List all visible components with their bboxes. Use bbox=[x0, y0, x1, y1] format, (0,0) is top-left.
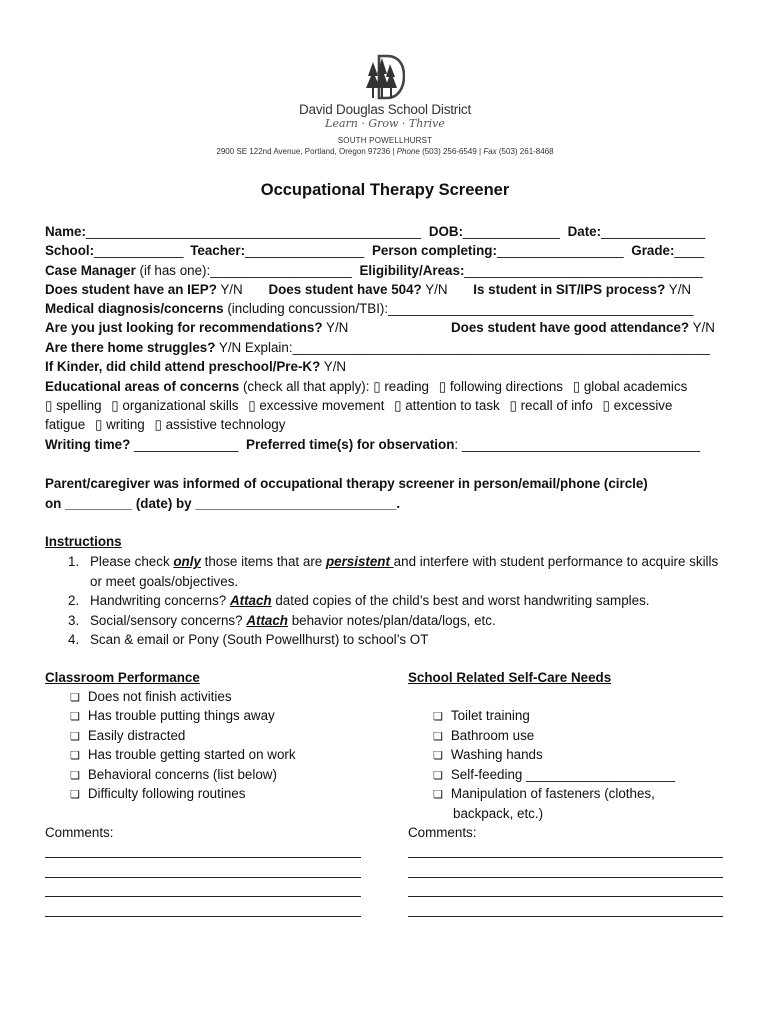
option-following-directions: following directions bbox=[449, 379, 563, 394]
contact-line: 2900 SE 122nd Avenue, Portland, Oregon 97236 | Phone (503) 256-6549 | Fax (503) 261-8468 bbox=[216, 147, 554, 156]
preferred-time-field[interactable]: ________________________________ bbox=[461, 437, 701, 452]
checkbox-icon[interactable]: ▯ bbox=[572, 379, 581, 394]
self-care-heading: School Related Self-Care Needs bbox=[408, 670, 612, 685]
fax-label: Fax bbox=[483, 147, 497, 156]
attendance-yn[interactable]: Y/N bbox=[689, 320, 715, 335]
checkbox-icon[interactable]: ▯ bbox=[248, 398, 256, 413]
fax-number: (503) 261-8468 bbox=[498, 147, 554, 156]
checklist-item[interactable] bbox=[433, 784, 655, 806]
name-label: Name: bbox=[45, 224, 86, 239]
checkbox-icon[interactable]: ❏ bbox=[70, 789, 80, 801]
eligibility-field[interactable]: ________________________________ bbox=[464, 263, 703, 278]
parent-date-by-label: (date) by bbox=[135, 496, 192, 511]
option-attention-to-task: attention to task bbox=[405, 398, 500, 413]
checklist-item-label: Has trouble getting started on work bbox=[87, 747, 296, 762]
teacher-field[interactable]: ________________ bbox=[245, 243, 365, 258]
instruction-number: 4. bbox=[68, 632, 80, 647]
checkbox-icon[interactable]: ❏ bbox=[433, 731, 443, 743]
grade-field[interactable]: ____ bbox=[674, 243, 705, 258]
campus-name: SOUTH POWELLHURST bbox=[337, 136, 433, 145]
checkbox-icon[interactable]: ❏ bbox=[70, 750, 80, 762]
case-manager-line bbox=[45, 261, 703, 280]
option-excessive-movement: excessive movement bbox=[259, 398, 385, 413]
home-struggles-label: Are there home struggles? bbox=[45, 340, 216, 355]
checkbox-icon[interactable]: ❏ bbox=[433, 750, 443, 762]
instruction-text: behavior notes/plan/data/logs, etc. bbox=[287, 612, 496, 628]
instruction-item bbox=[68, 611, 730, 631]
case-manager-label: Case Manager bbox=[45, 263, 136, 278]
attendance-label: Does student have good attendance? bbox=[451, 320, 690, 335]
checkbox-icon[interactable]: ❏ bbox=[433, 789, 443, 801]
instruction-emphasis: persistent bbox=[325, 554, 394, 569]
checklist-item[interactable] bbox=[70, 784, 245, 806]
self-care-comment-line[interactable] bbox=[408, 877, 723, 878]
dob-label: DOB: bbox=[428, 224, 464, 239]
recommendations-label: Are you just looking for recommendations? bbox=[45, 320, 323, 335]
writing-time-line bbox=[45, 435, 700, 454]
self-care-comment-line[interactable] bbox=[408, 916, 723, 917]
preferred-time-colon: : bbox=[454, 437, 462, 452]
checkbox-icon[interactable]: ❏ bbox=[433, 770, 443, 782]
home-struggles-field[interactable]: ________________________________________________________ bbox=[292, 340, 710, 355]
checklist-item[interactable] bbox=[433, 745, 543, 767]
phone-label: Phone bbox=[396, 147, 420, 156]
parent-by-field[interactable]: ___________________________. bbox=[191, 496, 401, 511]
checklist-item-continuation: backpack, etc.) bbox=[453, 806, 544, 821]
instruction-number: 2. bbox=[68, 593, 80, 608]
option-recall-of-info: recall of info bbox=[520, 398, 593, 413]
checklist-item-label: Has trouble putting things away bbox=[87, 708, 275, 723]
writing-time-label: Writing time? bbox=[45, 437, 131, 452]
iep-504-sit-line bbox=[45, 280, 691, 299]
eligibility-label: Eligibility/Areas: bbox=[359, 263, 465, 278]
educational-areas-line-3 bbox=[45, 415, 285, 434]
sit-label: Is student in SIT/IPS process? bbox=[473, 282, 666, 297]
self-care-comment-line[interactable] bbox=[408, 896, 723, 897]
checklist-item-label: Self-feeding bbox=[450, 767, 523, 782]
instruction-item bbox=[68, 552, 730, 591]
checklist-item-label: Difficulty following routines bbox=[87, 786, 246, 801]
date-label: Date: bbox=[567, 224, 602, 239]
iep-label: Does student have an IEP? bbox=[45, 282, 217, 297]
checkbox-icon[interactable]: ❏ bbox=[70, 731, 80, 743]
name-dob-date-line bbox=[45, 222, 705, 241]
educational-areas-label: Educational areas of concerns bbox=[45, 379, 240, 394]
date-field[interactable]: ______________ bbox=[601, 224, 706, 239]
parent-informed-line bbox=[45, 474, 648, 493]
medical-line bbox=[45, 299, 693, 318]
home-struggles-line bbox=[45, 338, 710, 357]
instruction-emphasis: only bbox=[173, 554, 201, 569]
checklist-item-label: Behavioral concerns (list below) bbox=[87, 767, 277, 782]
case-manager-field[interactable]: ___________________ bbox=[210, 263, 352, 278]
classroom-comment-line[interactable] bbox=[45, 877, 361, 878]
option-global-academics: global academics bbox=[583, 379, 688, 394]
option-writing: writing bbox=[106, 417, 145, 432]
school-teacher-line bbox=[45, 241, 704, 260]
instruction-text: and interfere with student performance to acquire skills or meet goals/objectives. bbox=[90, 554, 719, 589]
sit-yn[interactable]: Y/N bbox=[665, 282, 692, 297]
home-struggles-note: Y/N Explain: bbox=[215, 340, 293, 355]
checkbox-icon[interactable]: ▯ bbox=[94, 417, 103, 432]
recommendations-yn[interactable]: Y/N bbox=[322, 320, 349, 335]
educational-areas-note: (check all that apply): bbox=[239, 379, 374, 394]
attendance-line bbox=[451, 318, 715, 337]
address: 2900 SE 122nd Avenue, Portland, Oregon 97236 bbox=[216, 147, 391, 156]
instructions-heading bbox=[45, 532, 122, 551]
instruction-text: those items that are bbox=[200, 554, 326, 569]
option-assistive-technology: assistive technology bbox=[165, 417, 286, 432]
name-field[interactable]: _____________________________________________ bbox=[85, 224, 422, 239]
page-title: Occupational Therapy Screener bbox=[260, 181, 510, 199]
self-feeding-field[interactable]: ____________________ bbox=[522, 767, 676, 782]
instruction-text: Social/sensory concerns? bbox=[90, 612, 247, 628]
checklist-item-label: Does not finish activities bbox=[87, 689, 232, 704]
checklist-item-label: Easily distracted bbox=[87, 728, 186, 743]
504-label: Does student have 504? bbox=[268, 282, 422, 297]
checkbox-icon[interactable]: ▯ bbox=[111, 398, 119, 413]
person-completing-field[interactable]: _________________ bbox=[496, 243, 624, 258]
option-excessive-fatigue: excessive bbox=[613, 398, 673, 413]
classroom-performance-heading: Classroom Performance bbox=[45, 670, 200, 685]
instruction-text: Handwriting concerns? bbox=[90, 593, 230, 608]
parent-informed-line-2 bbox=[45, 494, 400, 513]
checklist-item[interactable] bbox=[70, 706, 275, 728]
self-care-comments-label: Comments: bbox=[408, 825, 477, 840]
writing-time-field[interactable]: ______________ bbox=[130, 437, 239, 452]
checkbox-icon[interactable]: ▯ bbox=[45, 398, 53, 413]
district-name: David Douglas School District bbox=[298, 102, 472, 117]
recommendations-line bbox=[45, 318, 348, 337]
instruction-emphasis: Attach bbox=[229, 593, 272, 608]
instruction-number: 1. bbox=[68, 554, 80, 569]
medical-note: (including concussion/TBI): bbox=[223, 301, 389, 316]
instruction-text: Please check bbox=[90, 554, 174, 569]
checklist-item-label: Bathroom use bbox=[450, 728, 535, 743]
educational-areas-line-2 bbox=[45, 396, 672, 415]
iep-yn[interactable]: Y/N bbox=[216, 282, 243, 297]
instruction-item bbox=[68, 630, 730, 650]
checklist-item-label: Washing hands bbox=[450, 747, 543, 762]
school-field[interactable]: ____________ bbox=[94, 243, 184, 258]
dob-field[interactable]: _____________ bbox=[463, 224, 560, 239]
instruction-text: dated copies of the child’s best and worst handwriting samples. bbox=[271, 593, 650, 608]
parent-date-field[interactable]: _________ bbox=[61, 496, 136, 511]
preferred-time-label: Preferred time(s) for observation bbox=[246, 437, 455, 452]
kinder-line bbox=[45, 357, 346, 376]
letterhead bbox=[0, 54, 770, 156]
instructions-list bbox=[68, 552, 730, 650]
checkbox-icon[interactable]: ▯ bbox=[394, 398, 402, 413]
option-reading: reading bbox=[384, 379, 429, 394]
case-manager-note: (if has one): bbox=[135, 263, 211, 278]
instruction-item bbox=[68, 591, 730, 611]
checkbox-icon[interactable]: ▯ bbox=[509, 398, 517, 413]
checkbox-icon[interactable]: ❏ bbox=[70, 711, 80, 723]
option-excessive-fatigue-cont: fatigue bbox=[45, 417, 86, 432]
kinder-yn[interactable]: Y/N bbox=[320, 359, 347, 374]
checkbox-icon[interactable]: ▯ bbox=[373, 379, 381, 394]
school-label: School: bbox=[45, 243, 95, 258]
checkbox-icon[interactable]: ❏ bbox=[433, 711, 443, 723]
classroom-comment-line[interactable] bbox=[45, 857, 361, 858]
parent-on-label: on bbox=[45, 496, 62, 511]
grade-label: Grade: bbox=[631, 243, 675, 258]
kinder-label: If Kinder, did child attend preschool/Pre-K? bbox=[45, 359, 321, 374]
checkbox-icon[interactable]: ❏ bbox=[70, 770, 80, 782]
checklist-item[interactable] bbox=[70, 745, 296, 767]
phone-number: (503) 256-6549 bbox=[422, 147, 477, 156]
district-tree-logo-icon bbox=[365, 54, 405, 100]
checkbox-icon[interactable]: ▯ bbox=[602, 398, 610, 413]
checklist-item[interactable] bbox=[433, 706, 530, 728]
option-spelling: spelling bbox=[56, 398, 102, 413]
district-tagline: Learn · Grow · Thrive bbox=[325, 117, 445, 130]
teacher-label: Teacher: bbox=[190, 243, 246, 258]
medical-field[interactable]: _________________________________________ bbox=[388, 301, 694, 316]
person-completing-label: Person completing: bbox=[371, 243, 497, 258]
classroom-comments-label: Comments: bbox=[45, 825, 114, 840]
parent-informed-text: Parent/caregiver was informed of occupational therapy screener in person/email/phone (circle) bbox=[45, 476, 648, 491]
504-yn[interactable]: Y/N bbox=[421, 282, 448, 297]
self-care-comment-line[interactable] bbox=[408, 857, 723, 858]
checkbox-icon[interactable]: ▯ bbox=[438, 379, 447, 394]
educational-areas-line bbox=[45, 377, 687, 396]
classroom-comment-line[interactable] bbox=[45, 896, 361, 897]
checkbox-icon[interactable]: ▯ bbox=[154, 417, 162, 432]
instruction-text: Scan & email or Pony (South Powellhurst) to school’s OT bbox=[90, 632, 429, 647]
instruction-emphasis: Attach bbox=[246, 612, 288, 628]
checklist-item-label: Manipulation of fasteners (clothes, bbox=[450, 786, 655, 801]
instructions-heading-text: Instructions bbox=[45, 534, 122, 549]
checklist-item-label: Toilet training bbox=[450, 708, 530, 723]
instruction-number: 3. bbox=[68, 612, 80, 628]
option-organizational-skills: organizational skills bbox=[122, 398, 239, 413]
medical-label: Medical diagnosis/concerns bbox=[45, 301, 224, 316]
checkbox-icon[interactable]: ❏ bbox=[70, 692, 80, 704]
classroom-comment-line[interactable] bbox=[45, 916, 361, 917]
